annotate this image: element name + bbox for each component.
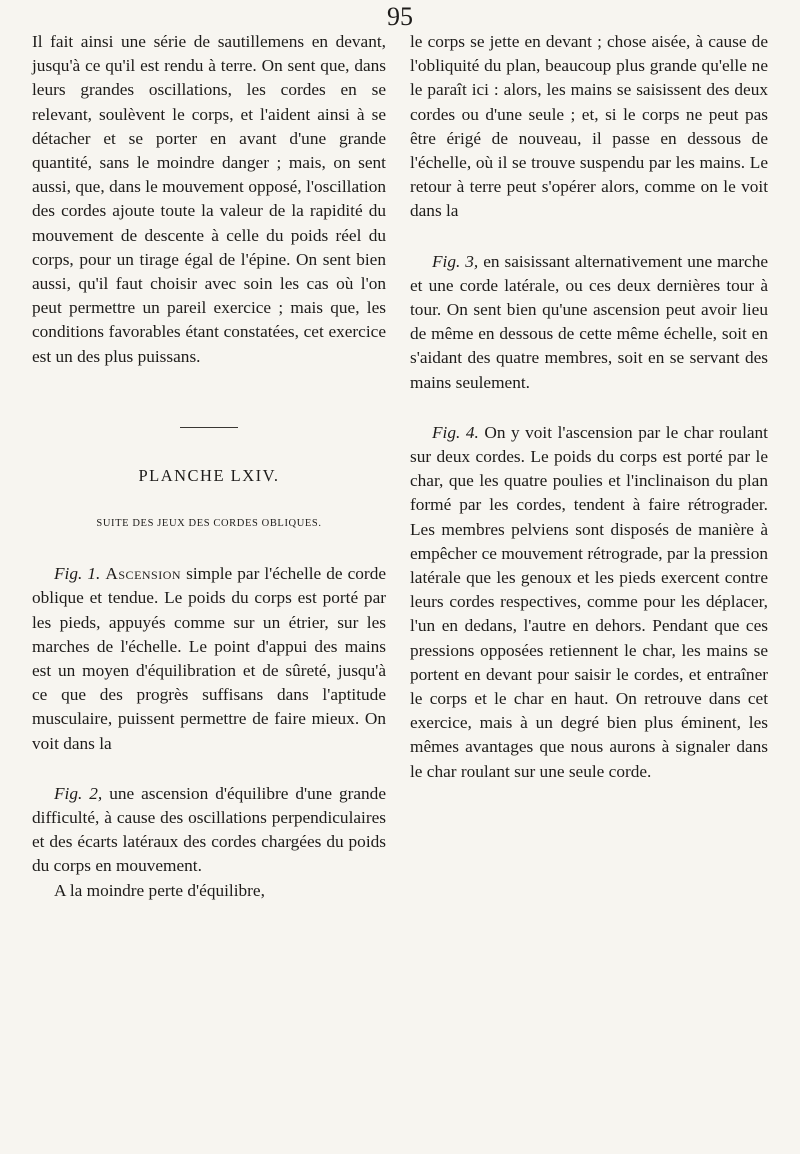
fig3-paragraph xyxy=(410,250,768,395)
fig3-label: Fig. 3, xyxy=(432,251,479,271)
page-number: 95 xyxy=(387,2,413,31)
fig2-paragraph xyxy=(32,782,386,879)
fig1-paragraph xyxy=(32,562,386,756)
fig2-text: une ascension d'équilibre d'une grande difficulté, à cause des oscillations perpendiculaires et des écarts latéraux des cordes chargées du poids du corps en mouvement. xyxy=(32,783,386,876)
fig4-paragraph xyxy=(410,421,768,784)
plate-title: PLANCHE LXIV. xyxy=(138,465,280,485)
fig4-label: Fig. 4. xyxy=(432,422,479,442)
section-divider xyxy=(180,427,238,428)
right-continuation-paragraph: le corps se jette en devant ; chose aisée, à cause de l'obliquité du plan, beaucoup plus grande qu'elle ne le paraît ici : alors, les mains se saisissent des deux cordes ou d'une seule ; et, si le corps ne peut pas être érigé de nouveau, il passe en dessous de l'échelle, où il se trouve suspendu par les mains. Le retour à terre peut s'opérer alors, comme on le voit dans la xyxy=(410,32,768,221)
fig3-text: en saisissant alternativement une marche et une corde latérale, ou ces deux dernières tour à tour. On sent bien qu'une ascension peut avoir lieu de même en dessous de cette même échelle, soit en s'aidant des quatre membres, soit en se servant des mains seulement. xyxy=(410,251,769,392)
fig2-label: Fig. 2, xyxy=(54,783,103,803)
left-column xyxy=(32,30,386,903)
right-column xyxy=(410,30,768,784)
fig1-text: simple par l'échelle de corde oblique et tendue. Le poids du corps est porté par les pieds, appuyés comme sur un étrier, sur les marches de l'échelle. Le point d'appui des mains est un moyen d'équilibration et de sûreté, jusqu'à ce que des progrès suffisans dans l'aptitude musculaire, puissent permettre de faire mieux. On voit dans la xyxy=(32,564,386,753)
left-final-line: A la moindre perte d'équilibre, xyxy=(54,880,265,900)
fig1-heading: Ascension xyxy=(105,564,182,584)
fig1-label: Fig. 1. xyxy=(54,564,101,584)
left-continuation-paragraph: Il fait ainsi une série de sautillemens en devant, jusqu'à ce qu'il est rendu à terre. On sent que, dans leurs grandes oscillations, les cordes en se relevant, soulèvent le corps, et l'aident ainsi à se détacher et se porter en avant d'une grande quantité, sans le moindre danger ; mais, on sent aussi, que, dans le mouvement opposé, l'oscillation des cordes ajoute toute la valeur de la rapidité du mouvement de descente à celle du poids réel du corps, pour un tirage égal de l'épine. On sent bien aussi, qu'il faut choisir avec soin les cas où l'on peut permettre un pareil exercice ; mais que, les conditions favorables étant constatées, cet exercice est un des plus puissans. xyxy=(32,32,386,366)
plate-subtitle: SUITE DES JEUX DES CORDES OBLIQUES. xyxy=(96,518,322,530)
fig4-text: On y voit l'ascension par le char roulant sur deux cordes. Le poids du corps est porté par le char, que les quatre poulies et l'inclinaison du plan formé par les cordes, tendent à faire rétrograder. Les membres pelviens sont disposés de manière à empêcher ce mouvement rétrograde, par la pression latérale que les genoux et les pieds exercent contre leurs cordes respectives, comme pour les déplacer, l'un en dedans, l'autre en dehors. Pendant que ces pressions opposées retiennent le char, les mains se portent en devant pour saisir le cordes, et entraîner le corps et le char en haut. On retrouve dans cet exercice, mais à un degré bien plus éminent, les mêmes avantages que nous aurons à signaler dans le char roulant sur une seule corde. xyxy=(410,422,768,781)
